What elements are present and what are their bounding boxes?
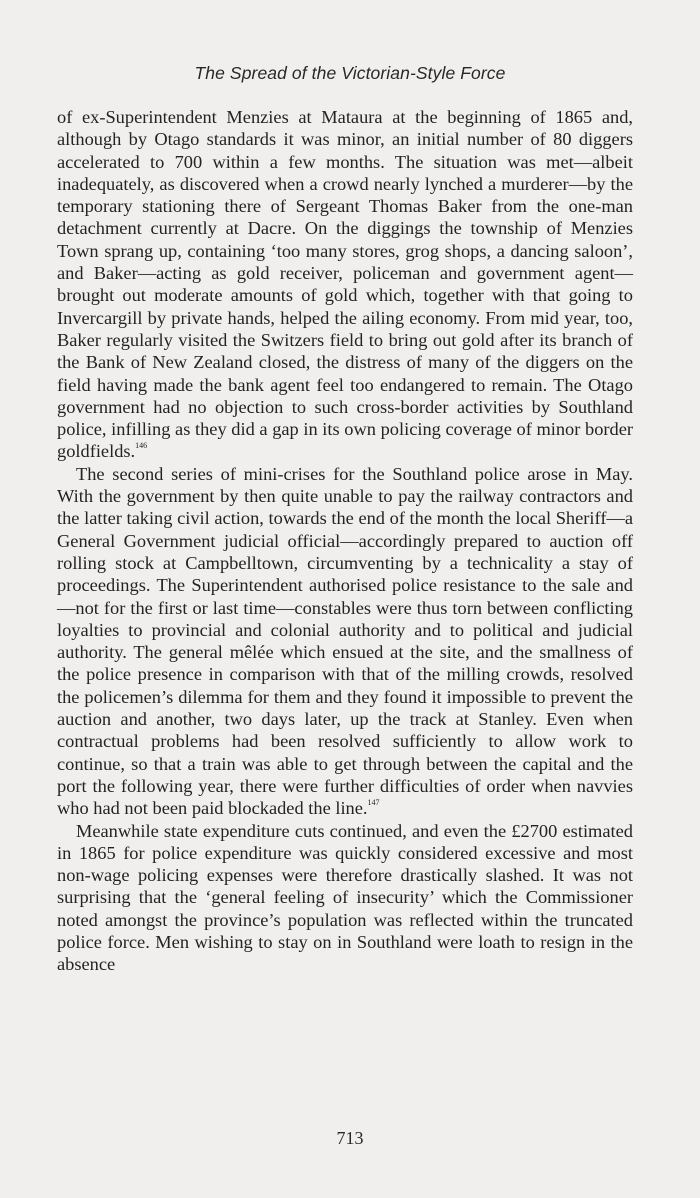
paragraph-1-text: of ex-Superintendent Menzies at Mataura at the beginning of 1865 and, although by Otago standards it was minor, an initial number of 80 diggers accelerated to 700 within a few months. The situation was met—albeit inadequately, as discovered when a crowd nearly lynched a murderer—by the temporary stationing there of Sergeant Thomas Baker from the one-man detachment currently at Dacre. On the diggings the township of Menzies Town sprang up, containing ‘too many stores, grog shops, a dancing saloon’, and Baker—acting as gold receiver, policeman and government agent—brought out moderate amounts of gold which, together with that going to Invercargill by private hands, helped the ailing economy. From mid year, too, Baker regularly visited the Switzers field to bring out gold after its branch of the Bank of New Zealand closed, the distress of many of the diggers on the field having made the bank agent feel too endangered to remain. The Otago government had no objection to such cross-border activities by Southland police, infilling as they did a gap in its own policing coverage of minor border goldfields. <box>57 107 633 462</box>
page-number: 713 <box>336 1128 364 1148</box>
paragraph-2-text: The second series of mini-crises for the Southland police arose in May. With the government by then quite unable to pay the railway contractors and the latter taking civil action, towards the end of the month the local Sheriff—a General Government judicial official—accordingly prepared to auction off rolling stock at Campbelltown, circumventing by a technicality a stay of proceedings. The Superintendent authorised police resistance to the sale and—not for the first or last time—constables were thus torn between conflicting loyalties to provincial and colonial authority and to political and judicial authority. The general mêlée which ensued at the site, and the smallness of the police presence in comparison with that of the milling crowds, resolved the policemen’s dilemma for them and they found it impossible to prevent the auction and another, two days later, up the track at Stanley. Even when contractual problems had been resolved sufficiently to allow work to continue, so that a train was able to get through between the capital and the port the following year, there were further difficulties of order when navvies who had not been paid blockaded the line. <box>57 463 633 819</box>
footnote-ref-147: 147 <box>367 798 380 808</box>
running-head: The Spread of the Victorian-Style Force <box>194 63 506 83</box>
paragraph-2 <box>57 463 633 820</box>
paragraph-3-text: Meanwhile state expenditure cuts continued, and even the £2700 estimated in 1865 for police expenditure was quickly considered excessive and most non-wage policing expenses were therefore drastically slashed. It was not surprising that the ‘general feeling of insecurity’ which the Commissioner noted amongst the province’s population was reflected within the truncated police force. Men wishing to stay on in Southland were loath to resign in the absence <box>57 820 633 975</box>
paragraph-1 <box>57 106 633 463</box>
paragraph-3 <box>57 820 633 976</box>
body-text <box>57 106 633 976</box>
footnote-ref-146: 146 <box>135 441 148 451</box>
